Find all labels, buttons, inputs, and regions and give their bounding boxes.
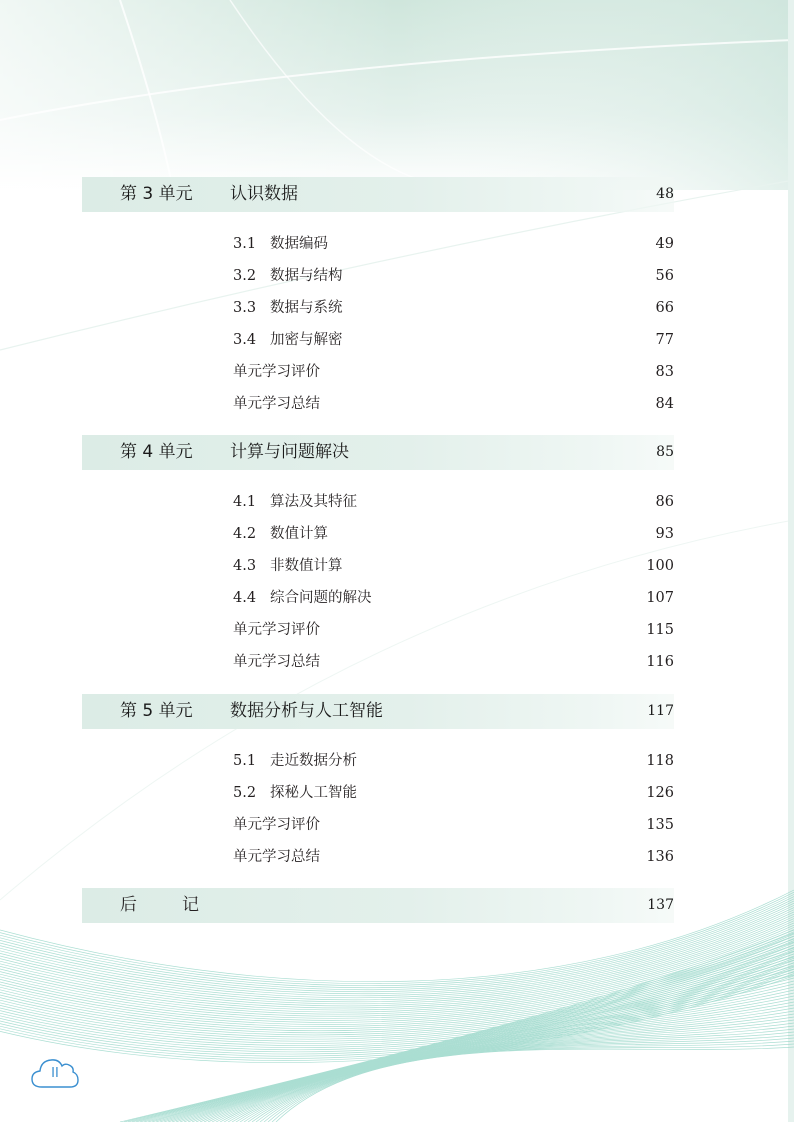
entry-number: 4.4 (233, 590, 257, 606)
entry-page: 83 (655, 364, 674, 380)
toc-entry-5-1[interactable] (233, 750, 674, 772)
toc-entry-4-3[interactable] (233, 555, 674, 577)
toc-entry-3-4[interactable] (233, 329, 674, 351)
entry-page: 84 (655, 396, 674, 412)
entry-title: 单元学习总结 (233, 849, 320, 865)
toc-entry-3-summary[interactable] (233, 393, 674, 415)
unit-5-header[interactable] (82, 694, 674, 729)
entry-title: 单元学习评价 (233, 364, 320, 380)
toc-entry-3-2[interactable] (233, 265, 674, 287)
entry-page: 118 (646, 753, 674, 769)
entry-page: 116 (646, 654, 674, 670)
unit-3-label: 第 3 单元 (120, 184, 193, 204)
entry-number: 4.1 (233, 494, 257, 510)
postscript-header[interactable] (82, 888, 674, 923)
entry-page: 107 (646, 590, 674, 606)
entry-page: 115 (646, 622, 674, 638)
unit-5-label: 第 5 单元 (120, 701, 193, 721)
entry-number: 3.2 (233, 268, 257, 284)
toc-entry-4-4[interactable] (233, 587, 674, 609)
entry-number: 4.2 (233, 526, 257, 542)
entry-page: 100 (646, 558, 674, 574)
postscript-char-1: 后 (120, 895, 137, 915)
entry-number: 3.3 (233, 300, 257, 316)
entry-number: 3.1 (233, 236, 257, 252)
unit-4-title: 计算与问题解决 (230, 442, 349, 462)
page-number: II (51, 1066, 59, 1081)
toc-entry-3-evaluation[interactable] (233, 361, 674, 383)
toc-entry-3-1[interactable] (233, 233, 674, 255)
entry-page: 49 (655, 236, 674, 252)
entry-page: 77 (655, 332, 674, 348)
toc-entry-4-summary[interactable] (233, 651, 674, 673)
entry-title: 数据与系统 (270, 300, 343, 316)
entry-title: 单元学习评价 (233, 817, 320, 833)
entry-title: 数值计算 (270, 526, 328, 542)
unit-4-page: 85 (656, 444, 674, 460)
toc-entry-4-evaluation[interactable] (233, 619, 674, 641)
unit-4-label: 第 4 单元 (120, 442, 193, 462)
entry-page: 56 (655, 268, 674, 284)
page-number-badge (30, 1053, 80, 1093)
postscript-char-2: 记 (182, 895, 199, 915)
entry-title: 加密与解密 (270, 332, 343, 348)
unit-3-header[interactable] (82, 177, 674, 212)
entry-title: 单元学习总结 (233, 654, 320, 670)
unit-3-title: 认识数据 (230, 184, 298, 204)
entry-page: 93 (655, 526, 674, 542)
toc-entry-5-summary[interactable] (233, 846, 674, 868)
entry-page: 135 (646, 817, 674, 833)
toc-entry-3-3[interactable] (233, 297, 674, 319)
entry-page: 126 (646, 785, 674, 801)
toc-entry-4-1[interactable] (233, 491, 674, 513)
entry-page: 86 (655, 494, 674, 510)
entry-title: 走近数据分析 (270, 753, 357, 769)
toc-entry-4-2[interactable] (233, 523, 674, 545)
entry-title: 数据与结构 (270, 268, 343, 284)
entry-title: 非数值计算 (270, 558, 343, 574)
entry-title: 算法及其特征 (270, 494, 357, 510)
entry-number: 3.4 (233, 332, 257, 348)
entry-number: 4.3 (233, 558, 257, 574)
postscript-page: 137 (647, 897, 674, 913)
unit-4-header[interactable] (82, 435, 674, 470)
unit-3-page: 48 (656, 186, 674, 202)
entry-title: 单元学习评价 (233, 622, 320, 638)
entry-title: 数据编码 (270, 236, 328, 252)
entry-page: 66 (655, 300, 674, 316)
toc-entry-5-evaluation[interactable] (233, 814, 674, 836)
entry-title: 综合问题的解决 (270, 590, 372, 606)
entry-title: 单元学习总结 (233, 396, 320, 412)
entry-page: 136 (646, 849, 674, 865)
entry-number: 5.2 (233, 785, 257, 801)
entry-number: 5.1 (233, 753, 257, 769)
unit-5-title: 数据分析与人工智能 (230, 701, 383, 721)
toc-entry-5-2[interactable] (233, 782, 674, 804)
entry-title: 探秘人工智能 (270, 785, 357, 801)
unit-5-page: 117 (647, 703, 674, 719)
